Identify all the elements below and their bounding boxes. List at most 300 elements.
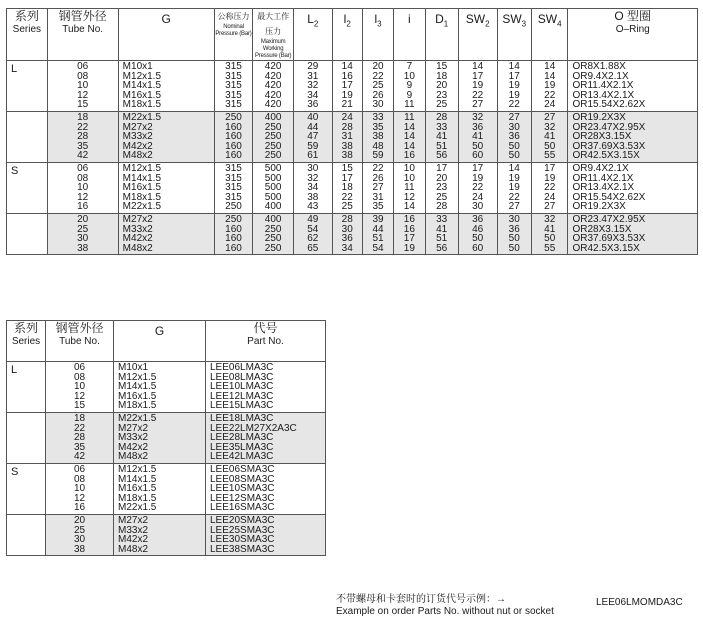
SW2-cell-value: 17 bbox=[472, 163, 484, 174]
thread-cell-value: M12x1.5 bbox=[122, 70, 162, 82]
nominal-pressure-cell-value: 160 bbox=[225, 223, 242, 235]
tube-cell-value: 15 bbox=[77, 99, 89, 111]
table-row-group bbox=[7, 413, 326, 464]
l2-cell-value: 15 bbox=[341, 163, 353, 174]
part-number-cell-value: LEE38SMA3C bbox=[210, 543, 275, 555]
SW2-cell-value: 60 bbox=[472, 242, 484, 254]
SW4-cell-value: 27 bbox=[544, 112, 556, 123]
nominal-pressure-cell-value: 160 bbox=[225, 121, 242, 133]
SW3-cell-value: 22 bbox=[508, 99, 520, 111]
l2-cell-value: 34 bbox=[341, 242, 353, 254]
part-number-cell-value: LEE06LMA3C bbox=[210, 362, 274, 373]
SW4-cell-value: 27 bbox=[544, 201, 556, 213]
L2-cell bbox=[294, 112, 333, 163]
SW4-cell-value: 22 bbox=[544, 89, 556, 101]
L2-cell bbox=[294, 214, 333, 255]
dimensions-table bbox=[6, 8, 698, 255]
max-pressure-cell-value: 250 bbox=[264, 140, 282, 152]
l3-cell-value: 33 bbox=[372, 112, 384, 123]
i-cell-value: 16 bbox=[403, 150, 415, 162]
header-i bbox=[394, 9, 425, 61]
l3-cell-value: 25 bbox=[372, 80, 384, 92]
SW2-cell-value: 60 bbox=[472, 150, 484, 162]
part-number-cell-value: LEE10SMA3C bbox=[210, 483, 275, 495]
header-tube-zh: 钢管外径 bbox=[55, 321, 104, 335]
l2-cell-value: 38 bbox=[341, 150, 353, 162]
max-pressure-cell-value: 500 bbox=[264, 172, 282, 184]
l3-cell-value: 48 bbox=[372, 140, 384, 152]
i-cell-value: 14 bbox=[403, 140, 415, 152]
max-pressure-cell-value: 250 bbox=[264, 233, 282, 245]
header-tube-en: Tube No. bbox=[62, 24, 104, 35]
oring-cell-value: OR37.69X3.53X bbox=[572, 140, 646, 152]
part-number-cell-value: LEE16SMA3C bbox=[210, 502, 275, 514]
i-cell-value: 7 bbox=[406, 61, 413, 72]
nominal-pressure-cell-value: 315 bbox=[225, 99, 242, 111]
tube-cell-value: 38 bbox=[73, 543, 86, 555]
l2-cell-value: 28 bbox=[341, 121, 353, 133]
SW3-cell-value: 19 bbox=[508, 172, 520, 184]
table-row-group bbox=[7, 515, 326, 556]
header-g bbox=[114, 321, 206, 362]
thread-cell-value: M22x1.5 bbox=[118, 502, 157, 514]
oring-cell-value: OR15.54X2.62X bbox=[572, 99, 646, 111]
thread-cell-value: M14x1.5 bbox=[122, 80, 162, 92]
tube-cell bbox=[47, 112, 118, 163]
oring-cell-value: OR42.5X3.15X bbox=[572, 242, 640, 254]
i-cell-value: 9 bbox=[406, 89, 413, 101]
max-pressure-cell-value: 250 bbox=[264, 223, 282, 235]
header-series bbox=[7, 9, 48, 61]
nominal-pressure-cell-value: 250 bbox=[225, 112, 242, 123]
SW4-cell-value: 14 bbox=[544, 61, 556, 72]
l3-cell-value: 22 bbox=[372, 70, 384, 82]
nominal-pressure-cell bbox=[214, 112, 253, 163]
part-number-cell bbox=[206, 464, 326, 515]
table-row-group bbox=[7, 362, 326, 413]
thread-cell-value: M33x2 bbox=[122, 131, 153, 143]
tube-cell-value: 08 bbox=[73, 473, 86, 485]
thread-cell-value: M33x2 bbox=[118, 524, 149, 536]
i-cell-value: 10 bbox=[403, 70, 415, 82]
tube-cell bbox=[46, 515, 114, 556]
L2-cell-value: 54 bbox=[307, 223, 319, 235]
nominal-pressure-cell-value: 315 bbox=[225, 163, 242, 174]
SW2-cell bbox=[458, 61, 497, 112]
tube-cell bbox=[47, 61, 118, 112]
oring-cell-value: OR11.4X2.1X bbox=[572, 80, 634, 92]
header-nominal-en2: Pressure (Bar) bbox=[215, 31, 252, 37]
SW3-cell-value: 50 bbox=[508, 140, 520, 152]
max-pressure-cell-value: 250 bbox=[264, 242, 282, 254]
l2-cell-value: 18 bbox=[341, 182, 353, 194]
l2-cell bbox=[332, 112, 362, 163]
series-cell: L bbox=[7, 362, 46, 413]
l3-cell-value: 44 bbox=[372, 223, 384, 235]
max-pressure-cell-value: 500 bbox=[264, 163, 282, 174]
nominal-pressure-cell-value: 160 bbox=[225, 150, 242, 162]
SW2-cell-value: 19 bbox=[472, 172, 484, 184]
SW3-cell-value: 50 bbox=[508, 242, 520, 254]
tube-cell bbox=[46, 413, 114, 464]
SW3-cell-value: 50 bbox=[508, 150, 520, 162]
part-number-cell-value: LEE22LM27X2A3C bbox=[210, 422, 297, 434]
oring-cell-value: OR23.47X2.95X bbox=[572, 121, 646, 133]
nominal-pressure-cell bbox=[214, 163, 253, 214]
L2-cell-value: 29 bbox=[307, 61, 319, 72]
thread-cell-value: M10x1 bbox=[122, 61, 153, 72]
D1-cell-value: 23 bbox=[436, 182, 448, 194]
SW4-cell-value: 19 bbox=[544, 80, 556, 92]
part-number-cell-value: LEE08SMA3C bbox=[210, 473, 275, 485]
thread-cell-value: M42x2 bbox=[122, 140, 153, 152]
D1-cell-value: 56 bbox=[436, 150, 448, 162]
L2-cell-value: 47 bbox=[307, 131, 319, 143]
header-l3-label: l bbox=[374, 12, 378, 26]
SW3-cell-value: 36 bbox=[508, 131, 520, 143]
SW2-cell-value: 36 bbox=[472, 121, 484, 133]
thread-cell-value: M22x1.5 bbox=[122, 201, 162, 213]
max-pressure-cell bbox=[253, 112, 294, 163]
tube-cell-value: 08 bbox=[77, 172, 89, 184]
header-part bbox=[206, 321, 326, 362]
tube-cell-value: 12 bbox=[77, 89, 89, 101]
L2-cell bbox=[294, 61, 333, 112]
SW3-cell-value: 19 bbox=[508, 182, 520, 194]
l3-cell-value: 26 bbox=[372, 89, 384, 101]
D1-cell-value: 28 bbox=[436, 201, 448, 213]
tube-cell-value: 12 bbox=[77, 191, 89, 203]
D1-cell-value: 56 bbox=[436, 242, 448, 254]
series-cell: S bbox=[7, 464, 46, 515]
series-cell bbox=[7, 112, 48, 163]
i-cell-value: 11 bbox=[404, 99, 415, 111]
l3-cell-value: 30 bbox=[372, 99, 384, 111]
table-row-group bbox=[7, 61, 698, 112]
D1-cell-value: 41 bbox=[436, 223, 448, 235]
l3-cell-value: 20 bbox=[372, 61, 384, 72]
max-pressure-cell-value: 250 bbox=[264, 131, 282, 143]
max-pressure-cell-value: 400 bbox=[264, 201, 282, 213]
tube-cell-value: 15 bbox=[73, 400, 86, 412]
SW3-cell-value: 19 bbox=[508, 89, 520, 101]
D1-cell-value: 51 bbox=[436, 233, 448, 245]
nominal-pressure-cell-value: 315 bbox=[225, 191, 242, 203]
tube-cell-value: 38 bbox=[77, 242, 89, 254]
thread-cell-value: M42x2 bbox=[118, 534, 149, 546]
SW2-cell bbox=[458, 112, 497, 163]
SW2-cell-value: 22 bbox=[472, 89, 484, 101]
oring-cell bbox=[568, 214, 698, 255]
l2-cell-value: 36 bbox=[341, 233, 353, 245]
thread-cell-value: M27x2 bbox=[122, 121, 153, 133]
SW2-cell-value: 14 bbox=[472, 61, 484, 72]
header-part-en: Part No. bbox=[247, 336, 284, 347]
header-series-zh: 系列 bbox=[13, 321, 38, 335]
header-oring-zh: O 型圈 bbox=[614, 9, 652, 23]
part-number-cell-value: LEE20SMA3C bbox=[210, 515, 275, 526]
thread-cell-value: M18x1.5 bbox=[118, 492, 157, 504]
L2-cell-value: 30 bbox=[307, 163, 319, 174]
tube-cell-value: 18 bbox=[73, 413, 86, 424]
part-number-cell-value: LEE12SMA3C bbox=[210, 492, 275, 504]
max-pressure-cell-value: 250 bbox=[264, 121, 282, 133]
SW4-cell-value: 32 bbox=[544, 214, 556, 225]
i-cell-value: 11 bbox=[404, 182, 415, 194]
D1-cell-value: 20 bbox=[436, 80, 448, 92]
table-row-group bbox=[7, 163, 698, 214]
l2-cell-value: 38 bbox=[341, 140, 353, 152]
SW2-cell-value: 22 bbox=[472, 182, 484, 194]
thread-cell-value: M27x2 bbox=[118, 515, 149, 526]
L2-cell-value: 43 bbox=[307, 201, 319, 213]
header-series-zh: 系列 bbox=[14, 9, 39, 23]
tube-cell-value: 35 bbox=[77, 140, 89, 152]
header-max bbox=[253, 9, 294, 61]
part-number-cell-value: LEE42LMA3C bbox=[210, 451, 274, 463]
SW2-cell-value: 32 bbox=[472, 112, 484, 123]
header-tube-en: Tube No. bbox=[59, 336, 100, 347]
thread-cell-value: M42x2 bbox=[122, 233, 153, 245]
tube-cell-value: 16 bbox=[77, 201, 89, 213]
thread-cell-value: M18x1.5 bbox=[118, 400, 157, 412]
thread-cell-value: M16x1.5 bbox=[122, 182, 162, 194]
l3-cell-value: 54 bbox=[372, 242, 384, 254]
thread-cell-value: M27x2 bbox=[118, 422, 149, 434]
SW3-cell bbox=[497, 112, 531, 163]
SW4-cell-value: 17 bbox=[544, 163, 556, 174]
part-number-cell-value: LEE25SMA3C bbox=[210, 524, 275, 536]
SW3-cell-value: 27 bbox=[508, 201, 520, 213]
header-l2 bbox=[332, 9, 362, 61]
D1-cell-value: 33 bbox=[436, 121, 448, 133]
max-pressure-cell-value: 420 bbox=[264, 61, 282, 72]
tube-cell-value: 28 bbox=[77, 131, 89, 143]
SW3-cell bbox=[497, 163, 531, 214]
SW4-cell-value: 50 bbox=[544, 140, 556, 152]
SW3-cell-value: 19 bbox=[508, 80, 520, 92]
l3-cell-value: 35 bbox=[372, 121, 384, 133]
SW2-cell-value: 17 bbox=[472, 70, 484, 82]
tube-cell-value: 42 bbox=[73, 451, 86, 463]
part-number-cell-value: LEE35LMA3C bbox=[210, 441, 274, 453]
i-cell-value: 14 bbox=[403, 131, 415, 143]
tube-cell-value: 06 bbox=[73, 464, 86, 475]
tube-cell-value: 08 bbox=[73, 371, 86, 383]
thread-cell-value: M18x1.5 bbox=[122, 191, 162, 203]
oring-cell-value: OR11.4X2.1X bbox=[572, 172, 634, 184]
SW2-cell-value: 50 bbox=[472, 140, 484, 152]
thread-cell-value: M42x2 bbox=[118, 441, 149, 453]
SW4-cell-value: 55 bbox=[544, 242, 556, 254]
l2-cell-value: 17 bbox=[341, 172, 353, 184]
SW4-cell-value: 22 bbox=[544, 182, 556, 194]
oring-cell-value: OR13.4X2.1X bbox=[572, 89, 635, 101]
tube-cell-value: 20 bbox=[73, 515, 86, 526]
oring-cell-value: OR23.47X2.95X bbox=[572, 214, 646, 225]
thread-cell bbox=[118, 214, 214, 255]
i-cell-value: 16 bbox=[403, 223, 415, 235]
i-cell-value: 10 bbox=[403, 163, 415, 174]
SW4-cell bbox=[531, 214, 568, 255]
thread-cell bbox=[118, 163, 214, 214]
header-SW3 bbox=[497, 9, 531, 61]
l2-cell-value: 14 bbox=[341, 61, 353, 72]
nominal-pressure-cell bbox=[214, 61, 253, 112]
part-number-cell bbox=[206, 413, 326, 464]
l2-cell-value: 16 bbox=[341, 70, 353, 82]
header-part-zh: 代号 bbox=[253, 321, 278, 335]
tube-cell-value: 10 bbox=[73, 483, 86, 495]
D1-cell-value: 23 bbox=[436, 89, 448, 101]
l2-cell-value: 22 bbox=[341, 191, 353, 203]
SW3-cell bbox=[497, 214, 531, 255]
thread-cell-value: M22x1.5 bbox=[118, 413, 157, 424]
header-SW2 bbox=[458, 9, 497, 61]
L2-cell-value: 44 bbox=[307, 121, 319, 133]
thread-cell-value: M48x2 bbox=[122, 242, 153, 254]
i-cell-value: 11 bbox=[404, 112, 415, 123]
nominal-pressure-cell-value: 315 bbox=[225, 61, 242, 72]
SW4-cell-value: 41 bbox=[544, 131, 556, 143]
tube-cell bbox=[47, 163, 118, 214]
l3-cell-value: 26 bbox=[372, 172, 384, 184]
thread-cell bbox=[114, 413, 206, 464]
max-pressure-cell bbox=[253, 61, 294, 112]
l3-cell bbox=[362, 61, 393, 112]
oring-cell-value: OR8X1.88X bbox=[572, 61, 626, 72]
l2-cell-value: 17 bbox=[341, 80, 353, 92]
tube-cell-value: 10 bbox=[73, 381, 86, 393]
SW3-cell-value: 30 bbox=[508, 214, 520, 225]
nominal-pressure-cell bbox=[214, 214, 253, 255]
header-SW4-sub: 4 bbox=[557, 19, 562, 29]
SW4-cell-value: 24 bbox=[544, 191, 556, 203]
nominal-pressure-cell-value: 315 bbox=[225, 89, 242, 101]
tube-cell-value: 22 bbox=[77, 121, 89, 133]
header-nominal-zh: 公称压力 bbox=[217, 12, 250, 21]
tube-cell-value: 30 bbox=[73, 534, 86, 546]
D1-cell-value: 41 bbox=[436, 131, 448, 143]
l2-cell bbox=[332, 61, 362, 112]
l3-cell-value: 51 bbox=[372, 233, 384, 245]
part-number-table bbox=[6, 320, 326, 556]
SW3-cell-value: 50 bbox=[508, 233, 520, 245]
l3-cell-value: 38 bbox=[372, 131, 384, 143]
tube-cell-value: 18 bbox=[77, 112, 89, 123]
SW3-cell-value: 17 bbox=[508, 70, 520, 82]
thread-cell-value: M27x2 bbox=[122, 214, 153, 225]
order-example-note bbox=[336, 594, 554, 618]
table-row-group bbox=[7, 214, 698, 255]
oring-cell bbox=[568, 163, 698, 214]
SW4-cell-value: 24 bbox=[544, 99, 556, 111]
i-cell bbox=[394, 112, 425, 163]
tube-cell-value: 20 bbox=[77, 214, 89, 225]
series-cell bbox=[7, 214, 48, 255]
header-nominal-en1: Nominal bbox=[223, 24, 244, 30]
i-cell-value: 14 bbox=[403, 121, 415, 133]
l3-cell-value: 27 bbox=[372, 182, 384, 194]
header-max-en2: Pressure (Bar) bbox=[255, 53, 292, 59]
i-cell-value: 19 bbox=[403, 242, 415, 254]
max-pressure-cell-value: 420 bbox=[264, 99, 282, 111]
SW2-cell-value: 24 bbox=[472, 191, 484, 203]
SW3-cell-value: 14 bbox=[508, 163, 520, 174]
SW2-cell-value: 19 bbox=[472, 80, 484, 92]
tube-cell-value: 22 bbox=[73, 422, 86, 434]
SW2-cell-value: 46 bbox=[472, 223, 484, 235]
l2-cell-value: 30 bbox=[341, 223, 353, 235]
D1-cell bbox=[425, 61, 458, 112]
tube-cell-value: 06 bbox=[77, 61, 89, 72]
L2-cell-value: 65 bbox=[307, 242, 319, 254]
header-series-en: Series bbox=[12, 24, 42, 35]
thread-cell-value: M22x1.5 bbox=[122, 112, 162, 123]
SW3-cell-value: 22 bbox=[508, 191, 520, 203]
l2-cell-value: 28 bbox=[341, 214, 353, 225]
oring-cell-value: OR37.69X3.53X bbox=[572, 233, 646, 245]
l2-cell-value: 31 bbox=[341, 131, 353, 143]
nominal-pressure-cell-value: 315 bbox=[225, 172, 242, 184]
L2-cell bbox=[294, 163, 333, 214]
thread-cell-value: M18x1.5 bbox=[122, 99, 162, 111]
l3-cell bbox=[362, 163, 393, 214]
SW2-cell-value: 41 bbox=[472, 131, 484, 143]
SW3-cell bbox=[497, 61, 531, 112]
tube-cell-value: 30 bbox=[77, 233, 89, 245]
SW4-cell-value: 32 bbox=[544, 121, 556, 133]
l3-cell-value: 31 bbox=[372, 191, 384, 203]
tube-cell-value: 06 bbox=[77, 163, 89, 174]
i-cell-value: 10 bbox=[403, 172, 415, 184]
part-number-cell-value: LEE28LMA3C bbox=[210, 432, 274, 444]
header-series bbox=[7, 321, 46, 362]
i-cell bbox=[394, 61, 425, 112]
SW4-cell-value: 14 bbox=[544, 70, 556, 82]
header-nominal bbox=[214, 9, 253, 61]
nominal-pressure-cell-value: 315 bbox=[225, 70, 242, 82]
SW4-cell-value: 41 bbox=[544, 223, 556, 235]
header-oring-en: O–Ring bbox=[615, 24, 650, 35]
L2-cell-value: 62 bbox=[307, 233, 319, 245]
D1-cell bbox=[425, 163, 458, 214]
thread-cell-value: M14x1.5 bbox=[118, 381, 157, 393]
part-number-cell-value: LEE18LMA3C bbox=[210, 413, 274, 424]
SW4-cell-value: 50 bbox=[544, 233, 556, 245]
header-SW2-sub: 2 bbox=[485, 19, 490, 29]
header-L2 bbox=[294, 9, 333, 61]
header-l3 bbox=[362, 9, 393, 61]
nominal-pressure-cell-value: 315 bbox=[225, 80, 242, 92]
D1-cell-value: 28 bbox=[436, 112, 448, 123]
l3-cell-value: 35 bbox=[372, 201, 384, 213]
l2-cell bbox=[332, 163, 362, 214]
max-pressure-cell-value: 400 bbox=[264, 214, 282, 225]
header-tube-zh: 钢管外径 bbox=[58, 9, 107, 23]
part-number-cell-value: LEE12LMA3C bbox=[210, 390, 274, 402]
thread-cell-value: M10x1 bbox=[118, 362, 149, 373]
D1-cell-value: 17 bbox=[436, 163, 448, 174]
header-D1 bbox=[425, 9, 458, 61]
part-number-cell-value: LEE30SMA3C bbox=[210, 534, 275, 546]
header-tube bbox=[46, 321, 114, 362]
i-cell-value: 17 bbox=[403, 233, 415, 245]
thread-cell-value: M16x1.5 bbox=[122, 89, 162, 101]
header-l2-sub: 2 bbox=[346, 19, 351, 29]
L2-cell-value: 32 bbox=[307, 80, 319, 92]
order-example-zh: 不带螺母和卡套时的订货代号示例：→ bbox=[336, 594, 506, 605]
